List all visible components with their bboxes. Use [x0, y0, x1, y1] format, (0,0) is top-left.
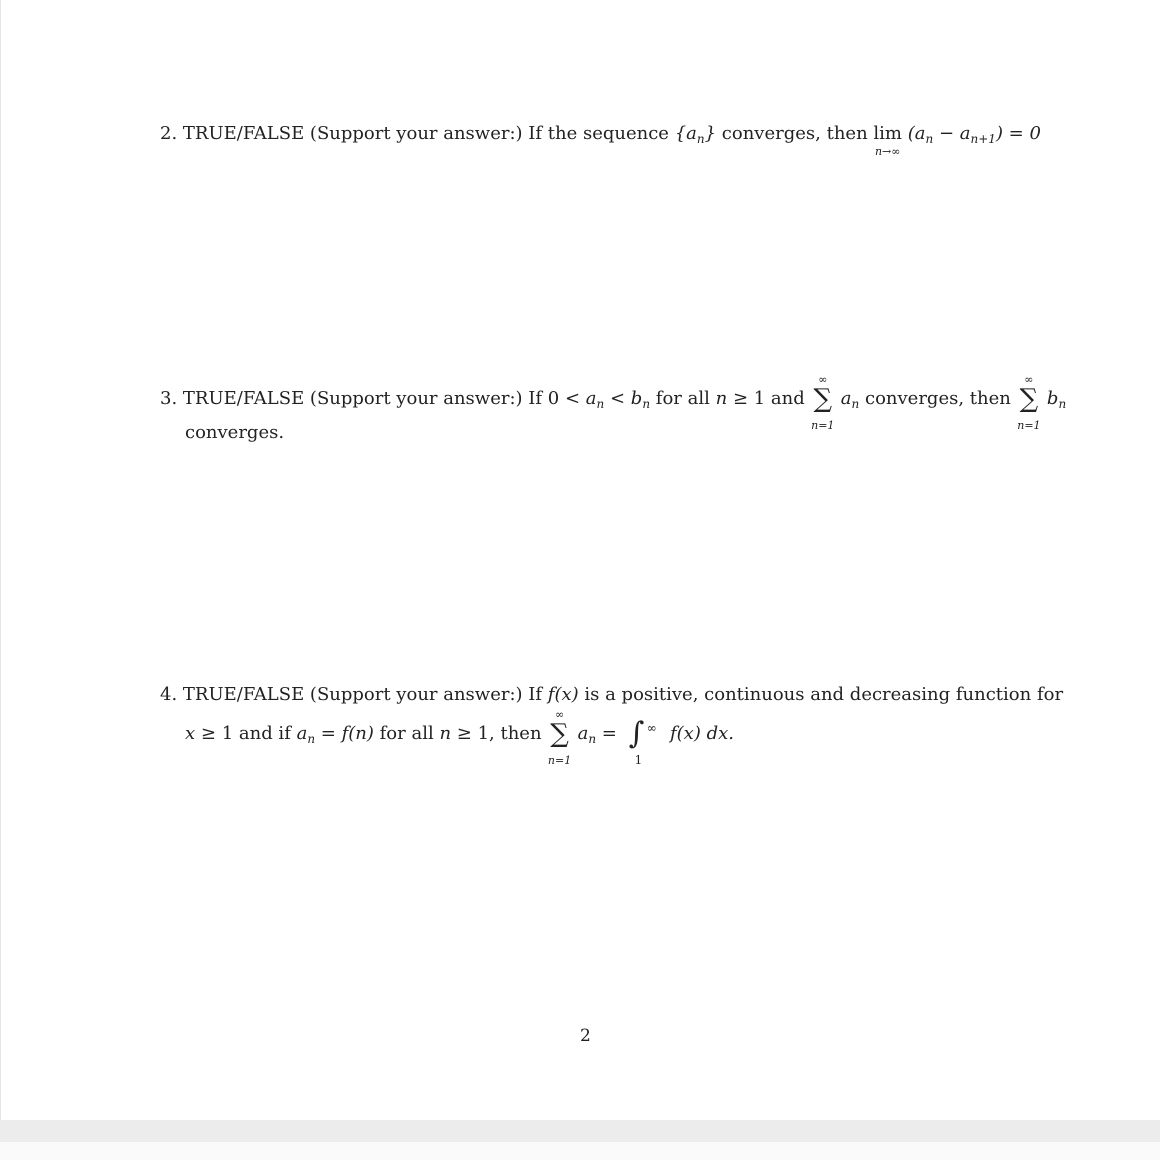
- q3-sum-b: ∞ ∑ n=1: [1017, 373, 1041, 432]
- question-2: [160, 122, 1041, 158]
- q4-integral: ∫ ∞ 1: [628, 716, 657, 767]
- q4-number: 4.: [160, 684, 178, 705]
- q4-line-2: x ≥ 1 and if $a_n = f(n)$ for all n ≥ 1, then ∞ ∑ n=1 $a_n$ = ∫ ∞ 1 f(x) dx.: [185, 708, 734, 767]
- q2-sequence: $\{a_n\}$: [674, 123, 717, 146]
- page-number: 2: [580, 1026, 591, 1046]
- q3-number: 3.: [160, 388, 178, 409]
- q3-sum-a: ∞ ∑ n=1: [811, 373, 835, 432]
- question-3: 3. TRUE/FALSE (Support your answer:) If $0 < a_n < b_n$ for all n ≥ 1 and ∞ ∑ n=1 $a_n$ converges, then ∞ ∑ n=1 $b_n$: [160, 373, 1067, 432]
- q2-lead-text: TRUE/FALSE (Support your answer:) If the sequence: [182, 123, 669, 144]
- q4-sum: ∞ ∑ n=1: [547, 708, 572, 767]
- page-shadow-band: [0, 1120, 1160, 1142]
- q2-mid-text: converges, then: [721, 123, 868, 144]
- q4-lead-text: TRUE/FALSE (Support your answer:) If: [182, 684, 543, 705]
- q2-expression: $(a_n - a_{n+1}) = 0$: [907, 123, 1041, 146]
- q3-lead-text: TRUE/FALSE (Support your answer:) If 0 <: [182, 388, 581, 409]
- q2-limit: lim n→∞: [873, 123, 902, 158]
- viewer-background: [0, 1142, 1160, 1160]
- question-4: 4. TRUE/FALSE (Support your answer:) If f(x) is a positive, continuous and decreasing function for: [160, 684, 1064, 705]
- q3-line-2: converges.: [185, 422, 285, 443]
- q2-number: 2.: [160, 123, 178, 144]
